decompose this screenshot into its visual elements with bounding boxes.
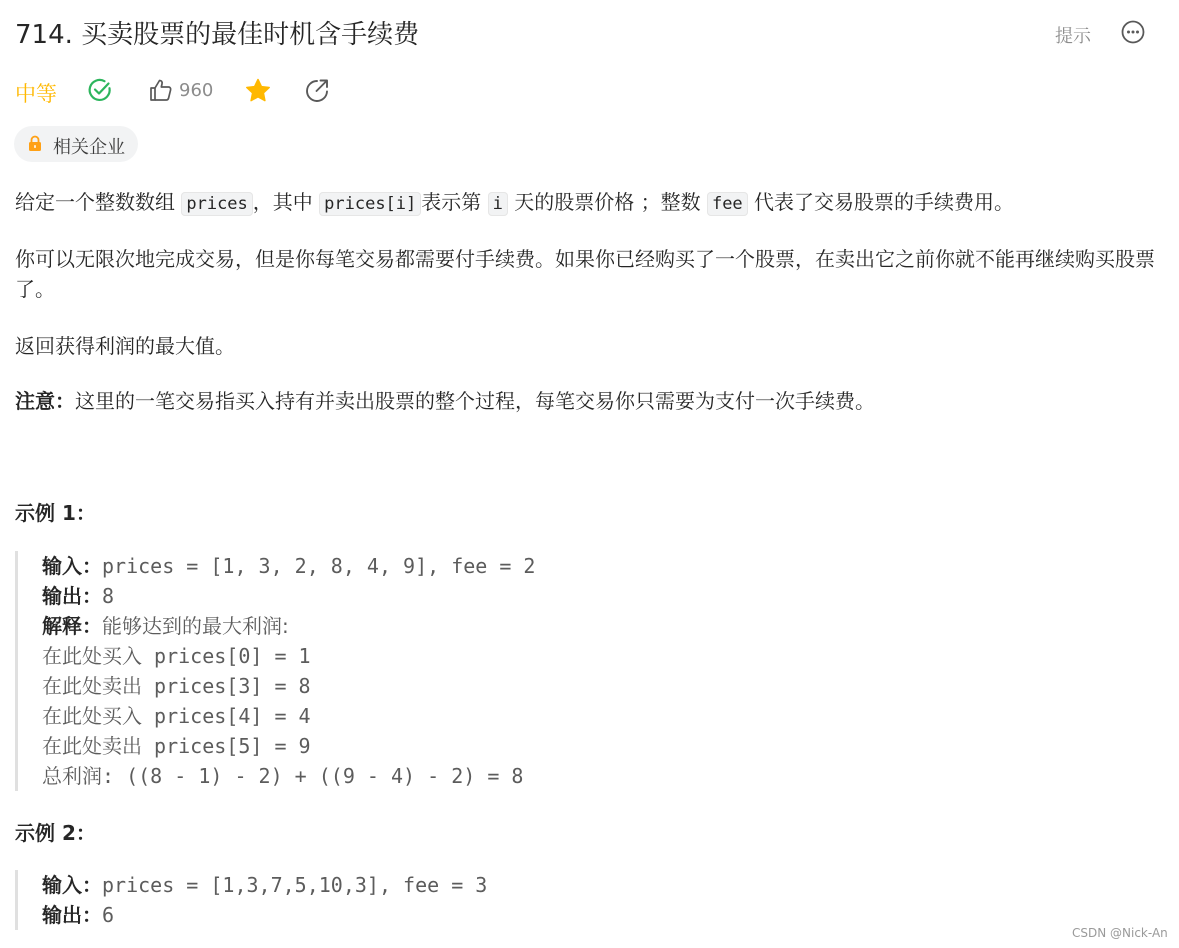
ellipsis-circle-icon[interactable] <box>1121 20 1145 44</box>
step-code: prices[0] = 1 <box>142 644 311 668</box>
text: 天的股票价格 ；整数 <box>507 190 707 214</box>
output-value: 6 <box>102 903 115 927</box>
input-label: 输入： <box>42 554 102 578</box>
hint-button[interactable]: 提示 <box>1055 26 1091 47</box>
step-text: 在此处买入 <box>42 644 142 668</box>
step-code: prices[5] = 9 <box>142 734 311 758</box>
csdn-watermark: CSDN @Nick-An <box>1072 926 1168 940</box>
explain-label: 解释： <box>42 614 102 638</box>
description-paragraph-2: 你可以无限次地完成交易，但是你每笔交易都需要付手续费。如果你已经购买了一个股票，在卖出它之前你就不能再继续购买股票了。 <box>15 247 1155 301</box>
total-label: 总利润 <box>42 764 102 788</box>
difficulty-badge: 中等 <box>15 82 57 106</box>
example-1-output-line <box>42 581 535 611</box>
output-label: 输出： <box>42 584 102 608</box>
step-text: 在此处卖出 <box>42 674 142 698</box>
thumbs-up-icon <box>148 77 174 103</box>
description-paragraph-3: 返回获得利润的最大值。 <box>15 334 235 358</box>
example-1-step <box>42 701 535 731</box>
example-2-input-line <box>42 870 487 900</box>
inline-code: i <box>488 192 508 216</box>
text: 代表了交易股票的手续费用。 <box>747 190 1015 214</box>
share-icon[interactable] <box>304 77 331 104</box>
input-value: prices = [1, 3, 2, 8, 4, 9], fee = 2 <box>102 554 536 578</box>
related-companies-tag[interactable] <box>14 126 138 162</box>
star-icon[interactable] <box>244 77 272 105</box>
input-label: 输入： <box>42 873 102 897</box>
example-1-block <box>15 551 535 791</box>
example-1-step <box>42 731 535 761</box>
output-value: 8 <box>102 584 115 608</box>
text: 表示第 <box>421 190 488 214</box>
meta-row <box>15 73 415 109</box>
check-circle-icon <box>87 77 113 103</box>
inline-code: prices[i] <box>319 192 421 216</box>
total-code: : ((8 - 1) - 2) + ((9 - 4) - 2) = 8 <box>102 764 524 788</box>
text: 给定一个整数数组 <box>15 190 182 214</box>
example-1-total-line <box>42 761 535 791</box>
output-label: 输出： <box>42 903 102 927</box>
related-companies-label: 相关企业 <box>53 137 125 158</box>
example-1-step <box>42 671 535 701</box>
input-value: prices = [1,3,7,5,10,3], fee = 3 <box>102 873 488 897</box>
example-2-output-line <box>42 900 487 930</box>
note-text: 这里的一笔交易指买入持有并卖出股票的整个过程，每笔交易你只需要为支付一次手续费。 <box>75 389 875 413</box>
inline-code: prices <box>181 192 252 216</box>
step-code: prices[4] = 4 <box>142 704 311 728</box>
problem-title: 714. 买卖股票的最佳时机含手续费 <box>15 20 420 50</box>
note-paragraph <box>15 386 1165 416</box>
note-label: 注意： <box>15 389 75 413</box>
example-2-block <box>15 870 487 930</box>
inline-code: fee <box>707 192 748 216</box>
example-1-explain-line <box>42 611 535 641</box>
example-1-step <box>42 641 535 671</box>
like-count: 960 <box>179 80 214 101</box>
step-text: 在此处卖出 <box>42 734 142 758</box>
description-paragraph-1 <box>15 187 1165 219</box>
lock-icon <box>27 135 43 152</box>
step-text: 在此处买入 <box>42 704 142 728</box>
example-2-title: 示例 2： <box>15 821 96 845</box>
explain-text: 能够达到的最大利润: <box>102 614 289 638</box>
example-1-input-line <box>42 551 535 581</box>
step-code: prices[3] = 8 <box>142 674 311 698</box>
text: ，其中 <box>252 190 320 214</box>
example-1-title: 示例 1： <box>15 501 96 525</box>
